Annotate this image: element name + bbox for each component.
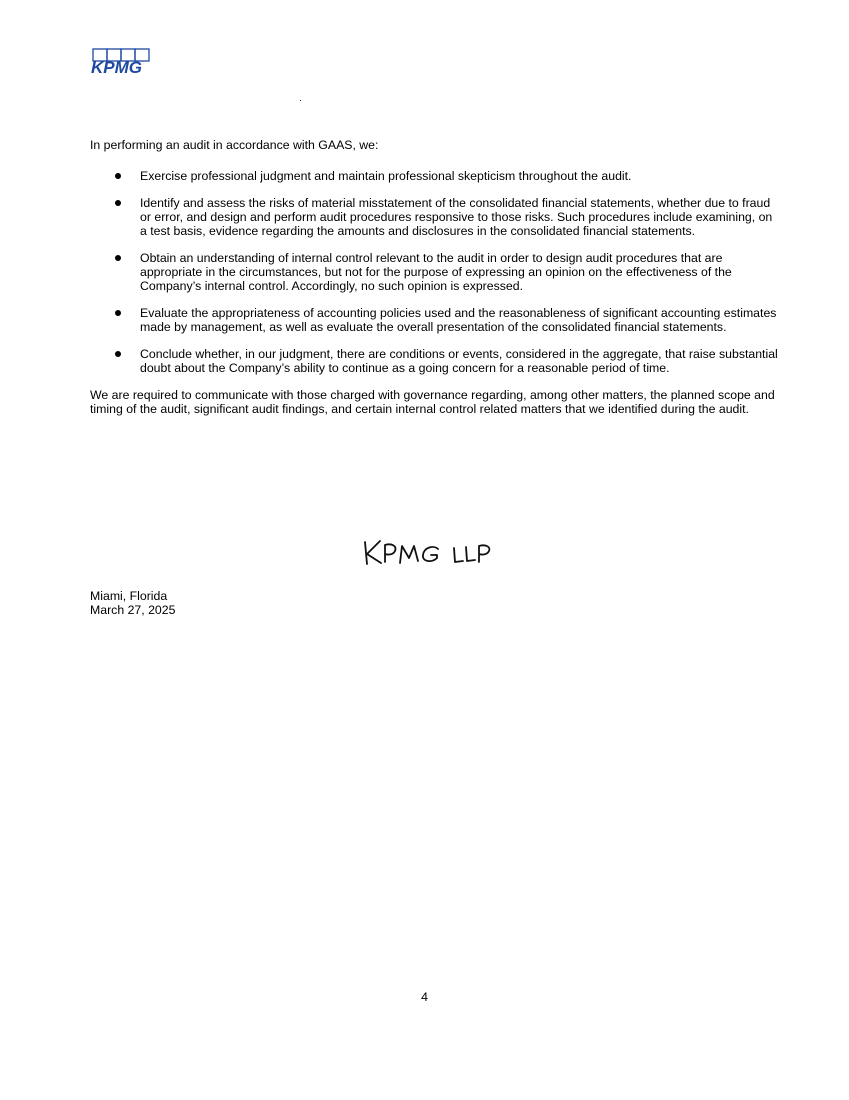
list-item-text: Obtain an understanding of internal control relevant to the audit in order to design audit procedures that are appropriate in the circumstances, but not for the purpose of expressing an opinion on the effectiveness of the Company’s internal control. Accordingly, no such opinion is expressed. (140, 251, 732, 293)
list-item (90, 169, 780, 183)
kpmg-logo (90, 48, 156, 78)
bullet-icon (115, 351, 121, 357)
page-number: 4 (421, 990, 428, 1004)
bullet-icon (115, 310, 121, 316)
signature-date: March 27, 2025 (90, 603, 176, 617)
list-item (90, 347, 780, 375)
bullet-icon (115, 255, 121, 261)
list-item (90, 196, 780, 238)
bullet-icon (115, 173, 121, 179)
bullet-icon (115, 200, 121, 206)
list-item-text: Conclude whether, in our judgment, there are conditions or events, considered in the aggregate, that raise substantial doubt about the Company’s ability to continue as a going concern for a reasonable period of time. (140, 347, 778, 375)
closing-paragraph: We are required to communicate with those charged with governance regarding, among other matters, the planned scope and timing of the audit, significant audit findings, and certain internal control related matters that we identified during the audit. (90, 388, 775, 416)
list-item-text: Identify and assess the risks of material misstatement of the consolidated financial statements, whether due to fraud or error, and design and perform audit procedures responsive to those risks. Such procedures include examining, on a test basis, evidence regarding the amounts and disclosures in the consolidated financial statements. (140, 196, 773, 238)
list-item-text: Exercise professional judgment and maintain professional skepticism throughout the audit. (140, 169, 632, 183)
procedures-list (90, 169, 780, 375)
svg-text:KPMG: KPMG (91, 58, 142, 77)
list-item (90, 251, 780, 293)
list-item-text: Evaluate the appropriateness of accounting policies used and the reasonableness of significant accounting estimates made by management, as well as evaluate the overall presentation of the consolidated financial statements. (140, 306, 777, 334)
intro-paragraph: In performing an audit in accordance with GAAS, we: (90, 138, 379, 152)
kpmg-signature (362, 536, 504, 572)
stray-mark (300, 100, 301, 101)
signature-city: Miami, Florida (90, 589, 168, 603)
document-body (90, 138, 780, 416)
list-item (90, 306, 780, 334)
